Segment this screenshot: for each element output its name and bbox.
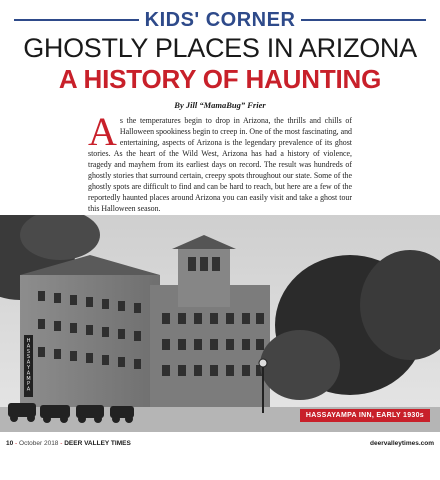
publication-name: DEER VALLEY TIMES <box>64 440 131 447</box>
kicker-rule-left <box>14 19 139 21</box>
sign-letter: A <box>26 386 31 393</box>
page-footer <box>0 432 440 480</box>
article-body <box>88 109 352 214</box>
hotel-photo-illustration <box>0 215 440 432</box>
drop-cap: A <box>88 109 117 154</box>
website-link[interactable]: deervalleytimes.com <box>370 440 434 447</box>
kicker-rule-right <box>301 19 426 21</box>
section-header <box>14 8 426 32</box>
sign-letter: A <box>26 370 31 377</box>
headline: GHOSTLY PLACES IN ARIZONA <box>23 33 417 63</box>
hotel-photo <box>0 215 440 432</box>
folio-separator: - <box>15 440 18 447</box>
section-kicker: KIDS' CORNER <box>144 8 296 31</box>
sign-letter: S <box>26 354 31 361</box>
byline: By Jill “MamaBug” Frier <box>174 100 266 110</box>
folio <box>6 440 131 447</box>
sign-letter: A <box>26 343 31 350</box>
issue-date: October 2018 <box>19 440 59 447</box>
sign-letter: M <box>26 375 31 382</box>
sign-letter: H <box>26 338 31 344</box>
sign-letter: S <box>26 348 31 355</box>
sign-letter: Y <box>26 365 31 371</box>
sign-letter: A <box>26 359 31 366</box>
subheadline: A HISTORY OF HAUNTING <box>58 64 382 94</box>
folio-separator: - <box>60 440 63 447</box>
article-text: s the temperatures begin to drop in Arizona, the thrills and chills of Halloween spookiness begin to creep in. One of the most fascinating, and entertaining, aspects of Arizona is the legendary prevalence of its ghost stories. As the heart of the Wild West, Arizona has had a history of violence, tragedy and mayhem from its earliest days on record. The result was hundreds of ghostly stories that surround certain, creepy spots throughout our state. Some of the ghostly spots are difficult to find and can be hard to reach, but here are a few of the reportedly haunted places around Arizona you can easily visit and take a ghost tour this Halloween season. <box>88 116 352 213</box>
page-number: 10 <box>6 440 14 447</box>
photo-caption: HASSAYAMPA INN, EARLY 1930s <box>300 409 430 422</box>
sign-letter: P <box>26 381 31 388</box>
